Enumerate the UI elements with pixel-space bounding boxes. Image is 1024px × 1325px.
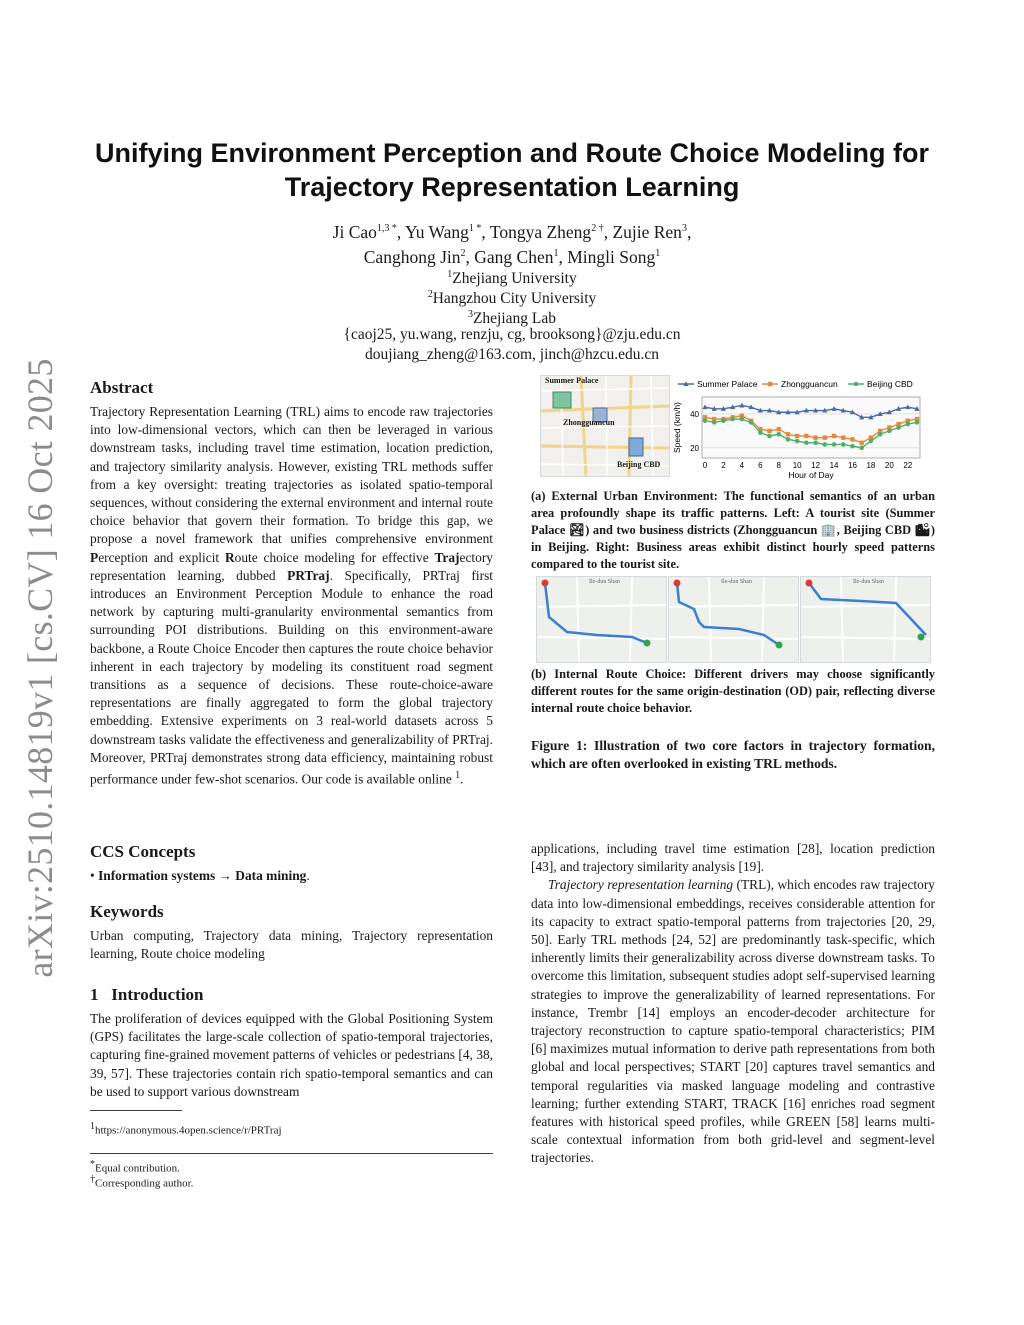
intro-text-right (531, 840, 935, 1168)
route-map-2-svg (669, 577, 798, 662)
author-name: Ji Cao (332, 221, 377, 242)
data-point (832, 434, 836, 438)
data-point (767, 434, 772, 439)
data-point (758, 430, 763, 435)
title-line-2: Trajectory Representation Learning (284, 172, 740, 202)
author-sup: 2 † (591, 223, 604, 234)
data-point (850, 437, 854, 441)
data-point (740, 417, 745, 422)
keywords-heading: Keywords (90, 902, 164, 921)
abstract-text: . (460, 771, 464, 787)
author-sup: 2 (460, 247, 466, 259)
footnote-corr (90, 1173, 193, 1191)
data-point (859, 446, 864, 451)
data-point (721, 418, 726, 423)
y-tick-label: 40 (690, 409, 699, 419)
abstract-bold: R (224, 549, 235, 565)
x-tick-label: 10 (792, 461, 802, 470)
data-point (823, 435, 827, 439)
x-tick-label: 0 (702, 461, 708, 470)
footnote-mark: † (90, 1174, 95, 1185)
data-point (915, 420, 920, 425)
data-point (887, 429, 892, 434)
author-name: Gang Chen (474, 246, 554, 267)
data-point (813, 435, 817, 439)
map-label-summer-palace: Summer Palace (545, 376, 599, 385)
ccs-end: . (306, 868, 310, 883)
abstract-bold: Traj (434, 549, 460, 565)
author-name: Yu Wang (405, 221, 469, 242)
caption-b: (b) Internal Route Choice: Different drivers may choose significantly different routes for the same origin-destination (OD) pair, reflecting diverse internal route choice behavior. (531, 667, 935, 715)
abstract-text: . Specifically, PRTraj first introduces an Environment Perception Module to enhance the road network by capturing multi-granularity environmental semantics from surrounding POI distributions. Building on this environment-aware backbone, a Route Choice Encoder then captures the route choice behavior inherent in each trajectory by modeling its constituent road segment transitions as a sequence of decisions. These route-choice-aware representations are finally aggregated to form the global trajectory embedding. Extensive experiments on 3 real-world datasets across 5 downstream tasks validate the effectiveness and generalizability of PRTraj. Moreover, PRTraj demonstrates strong data efficiency, maintaining robust performance under few-shot scenarios. Our code is available online (90, 567, 493, 787)
data-point (786, 437, 791, 442)
abstract-text: erception and explicit (98, 549, 225, 565)
intro-paragraph-2: Trajectory representation learning (TRL), which encodes raw trajectory data into low-dimensional embeddings, receives considerable attention for its capacity to extract spatio-temporal patterns from trajectories [20, 29, 50]. Early TRL methods [24, 52] are predominantly task-specific, which inherently limits their generalizability across diverse downstream tasks. To overcome this limitation, subsequent studies adopt self-supervised learning strategies to improve the generalizability of learned representations. For instance, Trembr [14] employs an encoder-decoder architecture for trajectory reconstruction to capture spatio-temporal characteristics; PIM [6] maximizes mutual information to derive path representations from both global and local perspectives; START [20] captures travel semantics and temporal regularities via masked language modeling and contrastive learning; further extending START, TRACK [16] enriches road segment features with historical speed profiles, while GREEN [58] learns multi-scale contextual information from both grid-level and segment-level trajectories. (531, 877, 935, 1166)
beijing-map (540, 375, 670, 477)
footnote-text: Corresponding author. (95, 1177, 194, 1190)
arxiv-identifier (10, 358, 70, 978)
data-point (749, 420, 754, 425)
arxiv-id-text: arXiv:2510.14819v1 [cs.CV] 16 Oct 2025 (20, 358, 60, 978)
email-line-1: {caoj25, yu.wang, renzju, cg, brooksong}@zju.edu.cn (343, 326, 681, 343)
data-point (795, 434, 799, 438)
data-point (823, 442, 828, 447)
affiliation-sup: 1 (447, 269, 453, 280)
affiliation-sup: 2 (427, 289, 433, 300)
data-point (767, 429, 771, 433)
x-tick-label: 8 (776, 461, 781, 470)
data-point (896, 425, 901, 430)
affiliation-name: Zhejiang Lab (472, 310, 557, 328)
author-sup: 1 (655, 247, 661, 259)
intro-continuation: applications, including travel time estimation [28], location prediction [43], and trajectory similarity analysis [19]. (531, 841, 935, 875)
x-axis-label: Hour of Day (788, 470, 834, 480)
speed-chart (670, 375, 930, 480)
legend-marker (854, 382, 859, 387)
route-map-1 (536, 576, 667, 663)
abstract-heading: Abstract (90, 378, 154, 397)
x-tick-label: 16 (848, 461, 857, 470)
abstract-bold: P (90, 549, 99, 565)
x-tick-label: 2 (721, 461, 726, 470)
footnote-mark: * (90, 1159, 95, 1170)
intro-text-left: The proliferation of devices equipped with the Global Positioning System (GPS) facilitates the large-scale collection of spatio-temporal trajectories, capturing fine-grained movement patterns of vehicles or pedestrians [4, 38, 39, 57]. These trajectories contain rich spatio-temporal semantics and can be used to support various downstream (90, 1011, 493, 1099)
abstract-text: ectory representation learning, dubbed (90, 549, 493, 583)
footnote-rule (90, 1153, 493, 1154)
ccs-concept: Information systems → Data mining (98, 868, 307, 883)
author-name: Tongya Zheng (489, 221, 592, 242)
x-tick-label: 22 (903, 461, 913, 470)
author-name: Zujie Ren (612, 221, 682, 242)
footnote-link[interactable]: https://anonymous.4open.science/r/PRTraj (95, 1124, 282, 1137)
affiliation-name: Zhejiang University (452, 270, 577, 288)
intro-heading (90, 985, 204, 1005)
route-map-3 (800, 576, 931, 663)
map-label-zhongguancun: Zhongguancun (563, 418, 615, 427)
data-point (712, 420, 717, 425)
speed-chart-svg (670, 375, 930, 480)
footnote-mark: 1 (90, 1121, 95, 1132)
data-point (776, 432, 781, 437)
abstract-text: Trajectory Representation Learning (TRL) aims to encode raw trajectories into low-dimensional vectors, which can then be leveraged in various downstream tasks, including travel time estimation, location prediction, and trajectory similarity analysis. However, existing TRL methods suffer from a key oversight: treating trajectories as isolated spatio-temporal sequences, without considering the external environment and internal route choice behavior that govern their formation. To bridge this gap, we propose a novel framework that unifies comprehensive environment (90, 404, 493, 547)
data-point (804, 434, 808, 438)
footnote-text: Equal contribution. (95, 1162, 180, 1175)
y-tick-label: 20 (690, 443, 699, 453)
author-list: Ji Cao$^{1,3 *}$, Yu Wang$^{1 *}$, Tongya Zheng$^{2 \dagger}$, Zujie Ren$^3$, Canghong Jin$^2$, Gang Chen$^1$, Mingli Song$^1$ (332, 221, 692, 267)
y-axis-label: Speed (km/h) (672, 401, 682, 454)
data-point (905, 422, 910, 427)
abstract-bold: PRTraj (287, 567, 330, 583)
author-sup: 1 (553, 247, 559, 259)
footnote-ref[interactable]: 1 (455, 770, 461, 782)
caption-a: (a) External Urban Environment: The functional semantics of an urban area profoundly shape its traffic patterns. Left: A tourist site (Summer Palace 🏞) and two business districts (Zhongguancun 🏢, Beijing CBD 🏙) in Beijing. Right: Business areas exhibit distinct hourly speed patterns compared to the tourist site. (531, 489, 935, 571)
x-tick-label: 18 (866, 461, 876, 470)
route-map-label: Ile-dun Shan (589, 579, 620, 585)
data-point (730, 417, 735, 422)
data-point (841, 442, 846, 447)
affiliation-sup: 3 (467, 309, 473, 320)
figure-caption: Figure 1: Illustration of two core factors in trajectory formation, which are often overlooked in existing TRL methods. (531, 738, 935, 771)
data-point (703, 418, 708, 423)
keywords-text: Urban computing, Trajectory data mining, Trajectory representation learning, Route choice modeling (90, 928, 493, 962)
data-point (804, 440, 809, 445)
affiliation-name: Hangzhou City University (432, 290, 597, 308)
data-point (795, 439, 800, 444)
author-name: Mingli Song (567, 246, 656, 267)
ccs-item (90, 867, 493, 885)
ccs-heading: CCS Concepts (90, 842, 196, 861)
data-point (832, 442, 837, 447)
title-line-1: Unifying Environment Perception and Route Choice Modeling for (94, 138, 930, 168)
paper-title (60, 136, 964, 204)
footnote-1 (90, 1120, 282, 1138)
abstract-body (90, 403, 493, 789)
data-point (777, 427, 781, 431)
map-label-beijing-cbd: Beijing CBD (617, 460, 661, 469)
x-tick-label: 6 (758, 461, 763, 470)
email-line-2: doujiang_zheng@163.com, jinch@hzcu.edu.cn (364, 346, 660, 363)
data-point (859, 441, 863, 445)
legend-label: Zhongguancun (781, 379, 838, 389)
author-name: Canghong Jin (363, 246, 461, 267)
x-tick-label: 20 (884, 461, 894, 470)
legend-marker (768, 382, 772, 386)
x-tick-label: 12 (811, 461, 821, 470)
data-point (786, 432, 790, 436)
abstract-text: oute choice modeling for effective (234, 549, 435, 565)
route-map-3-svg (801, 577, 930, 662)
legend-label: Summer Palace (697, 379, 758, 389)
section-title: Introduction (111, 985, 204, 1004)
x-tick-label: 14 (829, 461, 839, 470)
route-map-label: Ile-dun Shan (853, 579, 884, 585)
ccs-bullet: • (90, 868, 95, 883)
legend-label: Beijing CBD (867, 379, 913, 389)
footnote-rule (90, 1110, 182, 1111)
author-sup: 1 * (468, 223, 482, 234)
data-point (850, 444, 855, 449)
data-point (813, 440, 818, 445)
x-tick-label: 4 (739, 461, 745, 470)
route-map-label: Ile-dun Shan (721, 579, 752, 585)
route-map-2 (668, 576, 799, 663)
section-number: 1 (90, 985, 99, 1004)
author-sup: 1,3 * (376, 223, 397, 234)
data-point (878, 432, 883, 437)
data-point (841, 435, 845, 439)
author-sup: 3 (681, 223, 687, 234)
data-point (869, 439, 874, 444)
route-map-1-svg (537, 577, 666, 662)
